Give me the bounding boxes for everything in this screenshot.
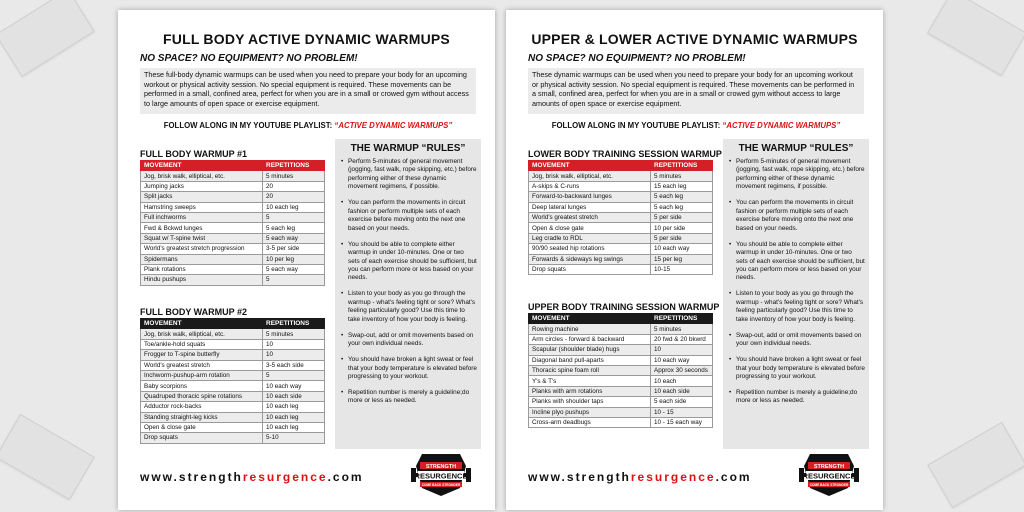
table-row <box>529 397 713 407</box>
movement-cell: Jog, brisk walk, elliptical, etc. <box>141 329 263 339</box>
table-row <box>529 345 713 355</box>
table-row <box>529 171 713 181</box>
repetitions-cell: 5 each way <box>263 233 325 243</box>
website-url[interactable] <box>140 470 364 484</box>
table-row <box>141 181 325 191</box>
strength-resurgence-logo <box>408 448 474 498</box>
header-movement: MOVEMENT <box>529 314 651 324</box>
rule-item: • Swap-out, add or omit movements based on your own individual needs. <box>339 332 477 349</box>
table-row <box>141 402 325 412</box>
table-header-row <box>141 319 325 329</box>
repetitions-cell: 10 each leg <box>263 422 325 432</box>
rule-item: • You should be able to complete either warmup in under 10-minutes. One or two sets of each exercise should be sufficient, but you can perform more or less based on your needs. <box>339 241 477 283</box>
movement-cell: Baby scorpions <box>141 381 263 391</box>
repetitions-cell: 5 per side <box>651 212 713 222</box>
movement-cell: World's greatest stretch <box>529 212 651 222</box>
table-row <box>529 244 713 254</box>
table-header-row <box>141 161 325 171</box>
movement-cell: Open & close gate <box>141 422 263 432</box>
table-row <box>141 254 325 264</box>
table-row <box>141 381 325 391</box>
table-row <box>141 233 325 243</box>
strength-resurgence-logo <box>796 448 862 498</box>
site-accent: resurgence <box>242 470 328 484</box>
playlist-name[interactable]: “ACTIVE DYNAMIC WARMUPS” <box>334 121 453 130</box>
rule-item: • You can perform the movements in circuit fashion or perform multiple sets of each exercise before moving onto the next one based on your needs. <box>339 199 477 233</box>
rule-item: • Perform 5-minutes of general movement (jogging, fast walk, rope skipping, etc.) before performing either of these dynamic movement regimens, if possible. <box>339 158 477 192</box>
table-row <box>529 376 713 386</box>
repetitions-cell: 10 each way <box>651 244 713 254</box>
movement-cell: Standing straight-leg kicks <box>141 412 263 422</box>
header-movement: MOVEMENT <box>529 161 651 171</box>
repetitions-cell: 10 - 15 each way <box>651 417 713 427</box>
table-row <box>529 223 713 233</box>
header-repetitions: REPETITIONS <box>651 314 713 324</box>
table-row <box>529 233 713 243</box>
site-post: .com <box>327 470 364 484</box>
movement-cell: Quadruped thoracic spine rotations <box>141 391 263 401</box>
warmup-rules-box <box>723 139 869 449</box>
table-row <box>529 407 713 417</box>
movement-cell: Split jacks <box>141 192 263 202</box>
warmup-2-title: FULL BODY WARMUP #2 <box>140 307 248 317</box>
lower-body-title: LOWER BODY TRAINING SESSION WARMUP <box>528 149 722 159</box>
repetitions-cell: 20 <box>263 192 325 202</box>
repetitions-cell: 10 each leg <box>263 412 325 422</box>
site-pre: www.strength <box>140 470 243 484</box>
rule-item: • You can perform the movements in circuit fashion or perform multiple sets of each exercise before moving onto the next one based on your needs. <box>727 199 865 233</box>
repetitions-cell: 10 each side <box>263 391 325 401</box>
movement-cell: Jog, brisk walk, elliptical, etc. <box>529 171 651 181</box>
table-row <box>141 202 325 212</box>
repetitions-cell: 3-5 each side <box>263 360 325 370</box>
logo-top-text: STRENGTH <box>425 464 457 470</box>
movement-cell: Thoracic spine foam roll <box>529 365 651 375</box>
repetitions-cell: 5 minutes <box>651 171 713 181</box>
table-row <box>141 244 325 254</box>
repetitions-cell: 10 each way <box>651 355 713 365</box>
table-row <box>141 339 325 349</box>
header-repetitions: REPETITIONS <box>263 161 325 171</box>
rule-item: • Perform 5-minutes of general movement (jogging, fast walk, rope skipping, etc.) before performing either of these dynamic movement regimens, if possible. <box>727 158 865 192</box>
movement-cell: Planks with shoulder taps <box>529 397 651 407</box>
repetitions-cell: 5 <box>263 212 325 222</box>
rule-item: • Swap-out, add or omit movements based on your own individual needs. <box>727 332 865 349</box>
repetitions-cell: 10 each leg <box>263 202 325 212</box>
table-row <box>141 412 325 422</box>
movement-cell: Forwards & sideways leg swings <box>529 254 651 264</box>
website-url[interactable] <box>528 470 752 484</box>
warmup-rules-box <box>335 139 481 449</box>
tape-top-left <box>0 0 95 77</box>
repetitions-cell: 5 <box>263 275 325 285</box>
rules-list <box>727 158 865 406</box>
table-header-row <box>529 314 713 324</box>
movement-cell: Open & close gate <box>529 223 651 233</box>
warmup-1-table <box>140 160 325 286</box>
movement-cell: Deep lateral lunges <box>529 202 651 212</box>
logo-top-text: STRENGTH <box>813 464 845 470</box>
warmup-2-table <box>140 318 325 444</box>
repetitions-cell: 20 fwd & 20 bkwrd <box>651 334 713 344</box>
repetitions-cell: 10 each leg <box>263 402 325 412</box>
repetitions-cell: Approx 30 seconds <box>651 365 713 375</box>
table-row <box>141 433 325 443</box>
movement-cell: Planks with arm rotations <box>529 386 651 396</box>
movement-cell: World's greatest stretch progression <box>141 244 263 254</box>
movement-cell: Hindu pushups <box>141 275 263 285</box>
rules-list <box>339 158 477 406</box>
logo-bottom-text: COME BACK STRONGER <box>809 483 849 487</box>
page-subtitle: NO SPACE? NO EQUIPMENT? NO PROBLEM! <box>140 53 358 64</box>
rule-item: • Repetition number is merely a guideline;do more or less as needed. <box>339 389 477 406</box>
warmup-1-title: FULL BODY WARMUP #1 <box>140 149 248 159</box>
rule-item: • You should be able to complete either warmup in under 10-minutes. One or two sets of each exercise should be sufficient, but you can perform more or less based on your needs. <box>727 241 865 283</box>
repetitions-cell: 5-10 <box>263 433 325 443</box>
repetitions-cell: 10 <box>263 350 325 360</box>
table-row <box>141 370 325 380</box>
movement-cell: Jog, brisk walk, elliptical, etc. <box>141 171 263 181</box>
movement-cell: Fwd & Bckwd lunges <box>141 223 263 233</box>
tape-bottom-right <box>927 422 1024 508</box>
repetitions-cell: 5 each leg <box>651 192 713 202</box>
page-title: UPPER & LOWER ACTIVE DYNAMIC WARMUPS <box>531 31 858 47</box>
repetitions-cell: 5 minutes <box>263 329 325 339</box>
repetitions-cell: 10-15 <box>651 264 713 274</box>
table-row <box>529 192 713 202</box>
upper-body-title: UPPER BODY TRAINING SESSION WARMUP <box>528 302 720 312</box>
rule-item: • Listen to your body as you go through the warmup - what's feeling tight or sore? What's feeling particularly good? Use this time to take inventory of how your body is feeling. <box>727 290 865 324</box>
table-row <box>529 264 713 274</box>
table-row <box>141 192 325 202</box>
rules-title: THE WARMUP “RULES” <box>350 143 466 154</box>
header-movement: MOVEMENT <box>141 161 263 171</box>
table-row <box>529 254 713 264</box>
repetitions-cell: 5 each side <box>651 397 713 407</box>
table-row <box>529 355 713 365</box>
logo-main-text: RESURGENCE <box>802 471 856 481</box>
header-repetitions: REPETITIONS <box>263 319 325 329</box>
movement-cell: Diagonal band pull-aparts <box>529 355 651 365</box>
repetitions-cell: 5 per side <box>651 233 713 243</box>
rule-item: • Listen to your body as you go through the warmup - what's feeling tight or sore? What's feeling particularly good? Use this time to take inventory of how your body is feeling. <box>339 290 477 324</box>
page-upper-lower <box>506 10 883 510</box>
repetitions-cell: 10 per side <box>651 223 713 233</box>
follow-prefix: FOLLOW ALONG IN MY YOUTUBE PLAYLIST: <box>163 121 333 130</box>
movement-cell: Frogger to T-spine butterfly <box>141 350 263 360</box>
table-row <box>141 275 325 285</box>
movement-cell: Cross-arm deadbugs <box>529 417 651 427</box>
repetitions-cell: 5 each leg <box>651 202 713 212</box>
repetitions-cell: 10 - 15 <box>651 407 713 417</box>
repetitions-cell: 5 minutes <box>651 324 713 334</box>
repetitions-cell: 10 each side <box>651 386 713 396</box>
rule-item: • You should have broken a light sweat or feel that your body temperature is elevated before progressing to your workout. <box>339 356 477 381</box>
movement-cell: Scapular (shoulder blade) hugs <box>529 345 651 355</box>
tape-bottom-left <box>0 414 95 500</box>
repetitions-cell: 5 each leg <box>263 223 325 233</box>
movement-cell: Forward-to-backward lunges <box>529 192 651 202</box>
playlist-name[interactable]: “ACTIVE DYNAMIC WARMUPS” <box>722 121 841 130</box>
table-row <box>141 264 325 274</box>
repetitions-cell: 5 each way <box>263 264 325 274</box>
logo-bottom-text: COME BACK STRONGER <box>421 483 461 487</box>
repetitions-cell: 15 each leg <box>651 181 713 191</box>
lower-body-table <box>528 160 713 275</box>
table-row <box>141 422 325 432</box>
movement-cell: Jumping jacks <box>141 181 263 191</box>
repetitions-cell: 10 <box>263 339 325 349</box>
rule-item: • You should have broken a light sweat or feel that your body temperature is elevated before progressing to your workout. <box>727 356 865 381</box>
site-accent: resurgence <box>630 470 716 484</box>
movement-cell: Hamstring sweeps <box>141 202 263 212</box>
logo-main-text: RESURGENCE <box>414 471 468 481</box>
movement-cell: 90/90 seated hip rotations <box>529 244 651 254</box>
tape-top-right <box>927 0 1024 76</box>
movement-cell: Toe/ankle-hold squats <box>141 339 263 349</box>
upper-body-table <box>528 313 713 428</box>
repetitions-cell: 5 <box>263 370 325 380</box>
rule-item: • Repetition number is merely a guideline;do more or less as needed. <box>727 389 865 406</box>
intro-text: These dynamic warmups can be used when you need to prepare your body for an upcoming workout or physical activity session. No special equipment is required. These movements can be performed in a small, confined area, perfect for when you are in a small or crowed gym without access to large amounts of open space or exercise equipment. <box>528 68 864 114</box>
movement-cell: World's greatest stretch <box>141 360 263 370</box>
repetitions-cell: 5 minutes <box>263 171 325 181</box>
repetitions-cell: 10 <box>651 345 713 355</box>
table-row <box>529 417 713 427</box>
table-row <box>141 360 325 370</box>
repetitions-cell: 10 per leg <box>263 254 325 264</box>
intro-text: These full-body dynamic warmups can be used when you need to prepare your body for an upcoming workout or physical activity session. No special equipment is required. These movements can be performed in a small, confined area, perfect for when you are in a small or crowed gym without access to large amounts of open space or exercise equipment. <box>140 68 476 114</box>
table-row <box>529 181 713 191</box>
header-movement: MOVEMENT <box>141 319 263 329</box>
movement-cell: Squat w/ T-spine twist <box>141 233 263 243</box>
repetitions-cell: 20 <box>263 181 325 191</box>
movement-cell: Plank rotations <box>141 264 263 274</box>
table-row <box>141 171 325 181</box>
movement-cell: Drop squats <box>141 433 263 443</box>
movement-cell: Full inchworms <box>141 212 263 222</box>
movement-cell: Drop squats <box>529 264 651 274</box>
movement-cell: Rowing machine <box>529 324 651 334</box>
table-row <box>529 334 713 344</box>
table-row <box>141 212 325 222</box>
table-row <box>529 324 713 334</box>
movement-cell: Adductor rock-backs <box>141 402 263 412</box>
movement-cell: Spidermans <box>141 254 263 264</box>
movement-cell: Y's & T's <box>529 376 651 386</box>
site-pre: www.strength <box>528 470 631 484</box>
table-row <box>141 223 325 233</box>
rules-title: THE WARMUP “RULES” <box>738 143 854 154</box>
movement-cell: Leg cradle to RDL <box>529 233 651 243</box>
repetitions-cell: 10 each way <box>263 381 325 391</box>
movement-cell: A-skips & C-runs <box>529 181 651 191</box>
table-row <box>529 386 713 396</box>
site-post: .com <box>715 470 752 484</box>
follow-prefix: FOLLOW ALONG IN MY YOUTUBE PLAYLIST: <box>551 121 721 130</box>
youtube-follow <box>140 121 476 130</box>
table-row <box>141 391 325 401</box>
page-subtitle: NO SPACE? NO EQUIPMENT? NO PROBLEM! <box>528 53 746 64</box>
movement-cell: Incline plyo pushups <box>529 407 651 417</box>
table-row <box>141 329 325 339</box>
repetitions-cell: 15 per leg <box>651 254 713 264</box>
page-title: FULL BODY ACTIVE DYNAMIC WARMUPS <box>163 31 450 47</box>
table-row <box>141 350 325 360</box>
table-row <box>529 202 713 212</box>
table-header-row <box>529 161 713 171</box>
repetitions-cell: 10 each <box>651 376 713 386</box>
table-row <box>529 365 713 375</box>
movement-cell: Arm circles - forward & backward <box>529 334 651 344</box>
movement-cell: Inchworm-pushup-arm rotation <box>141 370 263 380</box>
repetitions-cell: 3-5 per side <box>263 244 325 254</box>
header-repetitions: REPETITIONS <box>651 161 713 171</box>
page-full-body <box>118 10 495 510</box>
table-row <box>529 212 713 222</box>
youtube-follow <box>528 121 864 130</box>
